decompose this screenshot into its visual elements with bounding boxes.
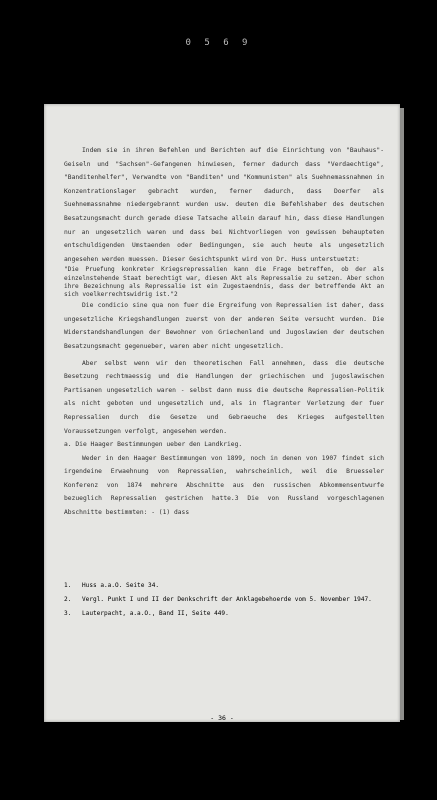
section-heading: a. Die Haager Bestimmungen ueber den Landkrieg. [64, 441, 243, 449]
paragraph-1: Indem sie in ihren Befehlen und Berichten auf die Einrichtung von "Bauhaus"-Geiseln und "Sachsen"-Gefangenen hinwiesen, ferner dadurch dass "Verdaechtige", "Banditenhelfer", Verwandte von "Banditen" und "Kommunisten" als Suehnemassnahmen in Konzentrationslager gebracht wurden, ferner dadurch, dass Doerfer als Suehnemassnahme niedergebrannt wurden usw. deuten die Befehlshaber des deutschen Besatzungsmacht durch gerade diese Tatsache allein darauf hin, dass diese Handlungen nur an ungesetzlich waren und dass bei Nichtvorliegen von gewissen behaupteten entschuldigenden Umstaenden oder Bedingungen, sie auch heute als ungesetzlich angesehen werden muessen. Dieser Gesichtspunkt wird von Dr. Huss unterstuetzt: [64, 147, 384, 263]
footnote [64, 596, 384, 604]
footnote-number: 2. [64, 596, 72, 604]
paragraph-4: Weder in den Haager Bestimmungen von 1899, noch in denen von 1907 findet sich irgendeine Erwaehnung von Repressalien, wahrscheinlich, weil die Bruesseler Konferenz von 1874 mehrere Abschnitte aus den russischen Abkommensentwurfe bezueglich Repressalien gestrichen hatte.3 Die von Russland vorgeschlagenen Abschnitte bestimmten: - (1) dass [64, 454, 384, 517]
document-body [64, 144, 384, 520]
footnote-number: 1. [64, 582, 72, 589]
paragraph-2: Die condicio sine qua non fuer die Ergreifung von Repressalien ist daher, dass ungesetzliche Kriegshandlungen zuerst von der anderen Seite versucht wurden. Die Widerstandshandlungen der Bewohner von Griechenland und Jugoslawien der deutschen Besatzungsmacht gegenueber, waren aber nicht ungesetzlich. [64, 302, 384, 350]
archive-folio-number: 0 5 6 9 [185, 38, 252, 48]
footnote-number: 3. [64, 610, 72, 618]
footnote-text: Huss a.a.O. Seite 34. [82, 582, 160, 589]
document-page [44, 104, 400, 722]
footnote-text: Vergl. Punkt I und II der Denkschrift der Anklagebehoerde vom 5. November 1947. [82, 596, 372, 604]
page-number: - 36 - [210, 714, 234, 722]
block-quote: "Die Pruefung konkreter Kriegsrepressalien kann die Frage betreffen, ob der als einzelnstehende Staat berechtigt war, diesen Akt als Repressalie zu setzen. Aber schon ihre Bezeichnung als Repressalie ist ein Zugestaendnis, dass der betreffende Akt an sich voelkerrechtswidrig ist."2 [64, 266, 384, 298]
footnote [64, 582, 384, 590]
footnote-text: Lauterpacht, a.a.O., Band II, Seite 449. [82, 610, 229, 618]
footnote [64, 610, 384, 618]
footnotes [64, 582, 384, 625]
paragraph-3: Aber selbst wenn wir den theoretischen Fall annehmen, dass die deutsche Besetzung rechtmaessig und die Handlungen der griechischen und jugoslawischen Partisanen ungesetzlich waren - selbst dann muss die deutsche Repressalien-Politik als nicht geboten und ungesetzlich und, als in flagranter Verletzung der fuer Repressalien durch die Gesetze und Gebraeuche des Krieges aufgestellten Voraussetzungen verfolgt, angesehen werden. [64, 359, 384, 435]
